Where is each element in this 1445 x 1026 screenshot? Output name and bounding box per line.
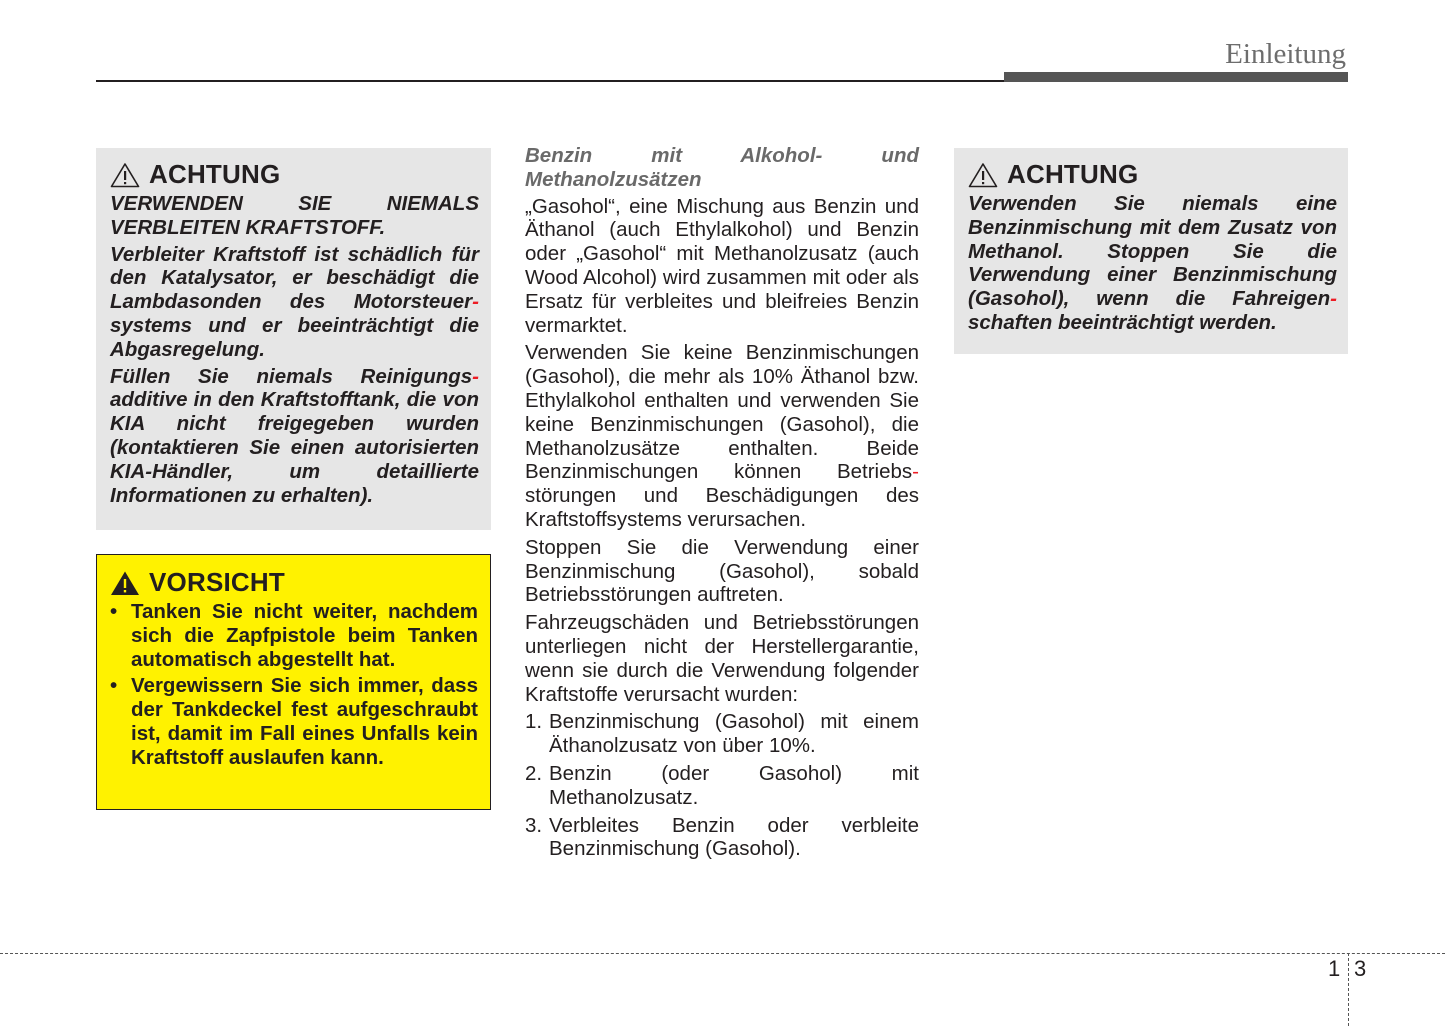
warning-triangle-filled-icon: [110, 570, 140, 596]
fuel-list: [525, 710, 919, 861]
warning-text-fragment: Verwenden Sie niemals eine Benzinmischung mit dem Zusatz von Methanol. Stoppen Sie die Verwendung einer Benzinmischung (Gasohol), wenn die Fahreigen: [968, 192, 1337, 311]
body-text-fragment: Verwenden Sie keine Benzinmischungen (Gasohol), die mehr als 10% Äthanol bzw. Ethylalkohol enthalten und verwenden Sie keine Benzinmischungen (Gasohol), die Methanolzusätze enthalten. Beide Benzinmischungen können Betriebs: [525, 341, 919, 484]
caution-box: [96, 554, 491, 810]
caution-heading-label: VORSICHT: [149, 567, 285, 597]
warning-triangle-outline-icon: [968, 162, 998, 188]
warning-heading: [110, 159, 479, 190]
header-rule: [96, 80, 1004, 82]
caution-heading: [110, 567, 478, 598]
footer-divider: [1348, 953, 1349, 1026]
body-paragraph: Fahrzeugschäden und Betriebsstörungen unterliegen nicht der Herstellergarantie, wenn sie durch die Verwendung folgender Kraftstoffe verursacht wurden:: [525, 611, 919, 706]
list-item: [525, 710, 919, 758]
section-subheading: Benzin mit Alkohol- und Methanolzusätzen: [525, 144, 919, 191]
list-item: [110, 674, 478, 769]
caution-list: [110, 600, 478, 770]
body-paragraph: Stoppen Sie die Verwendung einer Benzinmischung (Gasohol), sobald Betriebsstörungen auftreten.: [525, 535, 919, 607]
warning-text-fragment: additive in den Kraftstofftank, die von KIA nicht freigegeben wurden (kontaktieren Sie einen autorisierten KIA-Händler, um detaillierte Informationen zu erhalten).: [110, 388, 479, 507]
list-item-text: Vergewissern Sie sich immer, dass der Tankdeckel fest aufgeschraubt ist, damit im Fall eines Unfalls kein Kraftstoff auslaufen kann.: [131, 674, 478, 769]
hyphen-mark: -: [912, 460, 919, 484]
warning-body: [110, 192, 479, 507]
list-number: 2.: [525, 761, 543, 785]
warning-box-methanol: [954, 148, 1348, 354]
warning-heading: [968, 159, 1337, 190]
list-item: [525, 762, 919, 810]
list-item-text: Benzin (oder Gasohol) mit Methanolzusatz.: [549, 761, 919, 809]
main-text-column: [525, 144, 919, 865]
warning-text-fragment: Füllen Sie niemals Reinigungs: [110, 364, 473, 388]
warning-heading-label: ACHTUNG: [1007, 159, 1139, 189]
list-number: 1.: [525, 710, 543, 734]
body-paragraph: [525, 341, 919, 531]
list-item: [110, 600, 478, 671]
warning-heading-label: ACHTUNG: [149, 159, 281, 189]
hyphen-mark: -: [1330, 287, 1337, 311]
warning-triangle-outline-icon: [110, 162, 140, 188]
warning-box-leaded-fuel: [96, 148, 491, 530]
warning-body: [968, 192, 1337, 335]
warning-paragraph: [110, 365, 479, 508]
body-text-fragment: störungen und Beschädigungen des Kraftstoffsystems verursachen.: [525, 484, 919, 531]
warning-text-fragment: systems und er beeinträchtigt die Abgasregelung.: [110, 313, 479, 361]
warning-text-fragment: schaften beeinträchtigt werden.: [968, 310, 1277, 334]
list-item: [525, 814, 919, 862]
page-number: 3: [1354, 956, 1367, 981]
list-number: 3.: [525, 813, 543, 837]
header-rule-accent: [1004, 72, 1348, 82]
list-item-text: Tanken Sie nicht weiter, nachdem sich die Zapfpistole beim Tanken automatisch abgestellt hat.: [131, 600, 478, 671]
body-paragraph: „Gasohol“, eine Mischung aus Benzin und Äthanol (auch Ethylalkohol) und Benzin oder „Gasohol“ mit Methanolzusatz (auch Wood Alcohol) wird zusammen mit oder als Ersatz für verbleites und bleifreies Benzin vermarktet.: [525, 194, 919, 337]
section-title: Einleitung: [1225, 38, 1346, 70]
bullet: •: [110, 600, 118, 623]
list-item-text: Verbleites Benzin oder verbleite Benzinmischung (Gasohol).: [549, 813, 919, 861]
warning-paragraph: VERWENDEN SIE NIEMALS VERBLEITEN KRAFTSTOFF.: [110, 192, 479, 239]
warning-text-fragment: Verbleiter Kraftstoff ist schädlich für den Katalysator, er beschädigt die Lambdasonden des Motorsteuer: [110, 242, 479, 314]
warning-paragraph: [110, 243, 479, 362]
list-item-text: Benzinmischung (Gasohol) mit einem Äthanolzusatz von über 10%.: [549, 710, 919, 758]
hyphen-mark: -: [472, 290, 479, 314]
warning-paragraph: [968, 192, 1337, 335]
footer-rule: [0, 953, 1445, 954]
chapter-number: 1: [1328, 956, 1341, 981]
bullet: •: [110, 674, 118, 698]
hyphen-mark: -: [472, 364, 479, 388]
